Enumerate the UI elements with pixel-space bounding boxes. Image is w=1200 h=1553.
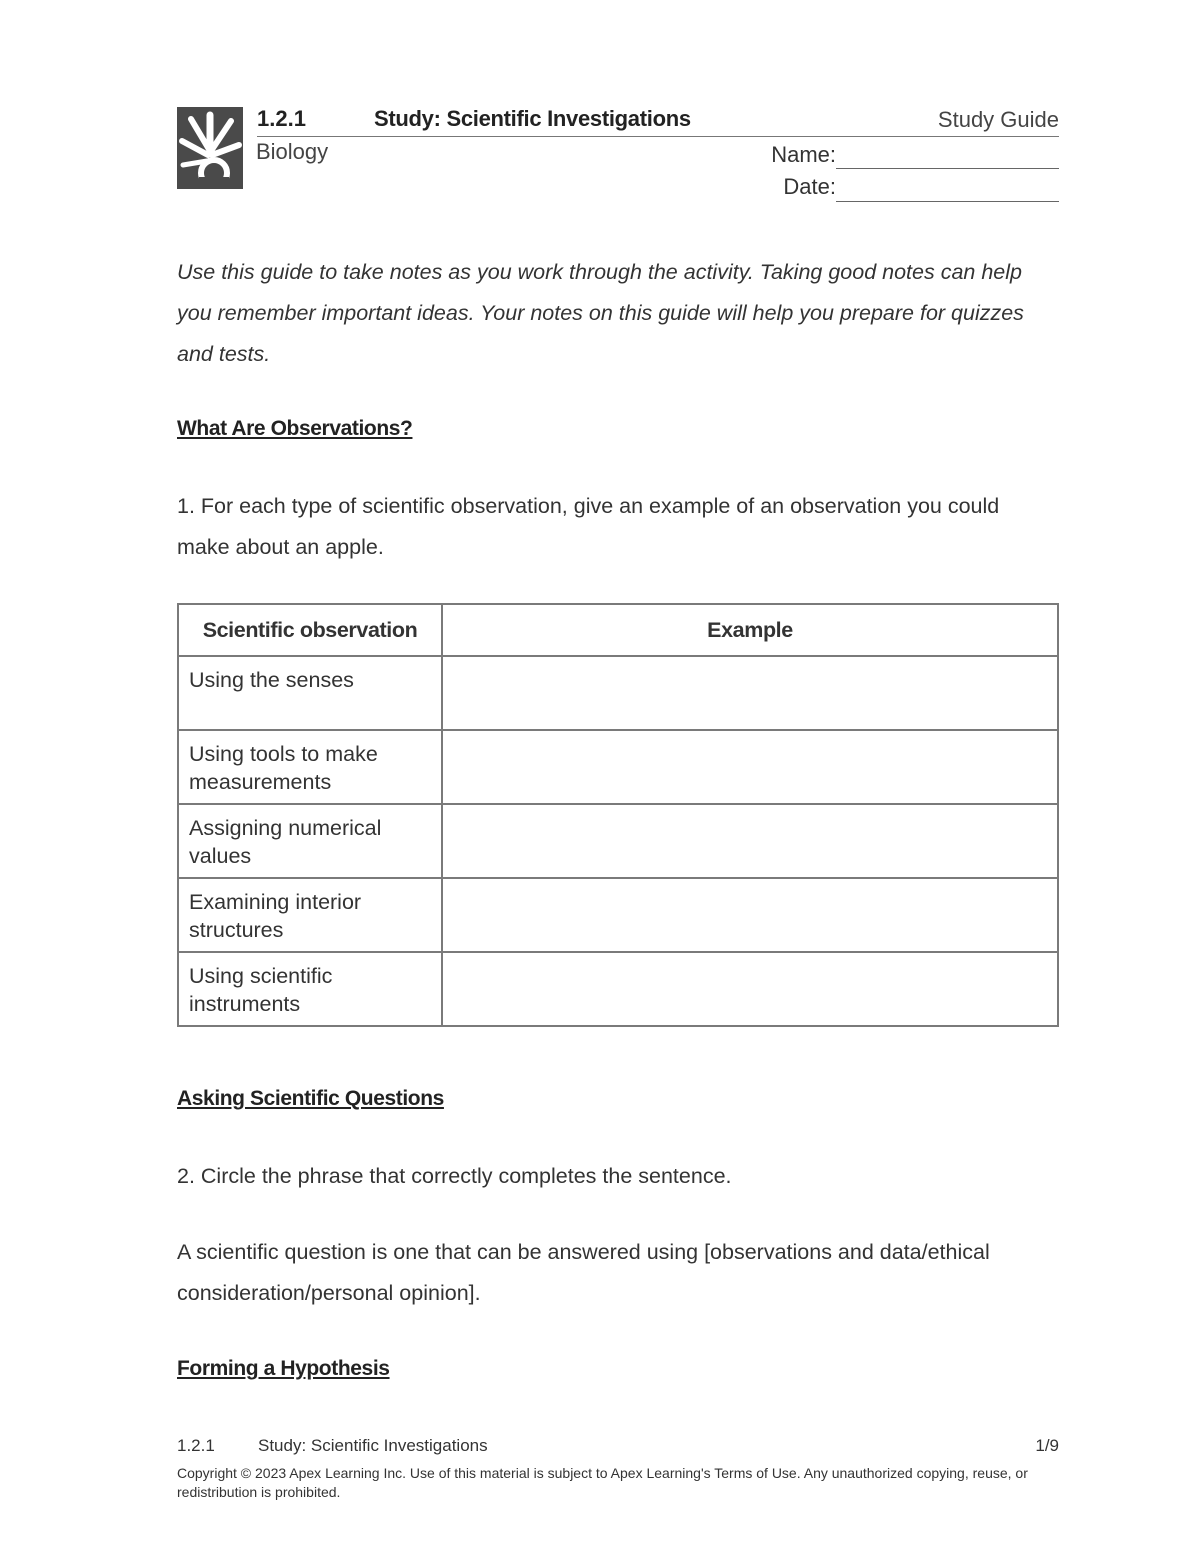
example-answer-cell[interactable] bbox=[442, 952, 1058, 1026]
date-field[interactable] bbox=[836, 201, 1059, 202]
subject-label: Biology bbox=[256, 139, 329, 164]
apex-learning-logo-icon bbox=[177, 107, 243, 189]
section-heading-observations: What Are Observations? bbox=[177, 417, 413, 440]
example-answer-cell[interactable] bbox=[442, 730, 1058, 804]
name-field[interactable] bbox=[836, 168, 1059, 169]
footer-title: Study: Scientific Investigations bbox=[258, 1436, 488, 1455]
table-row bbox=[178, 730, 1058, 804]
page-number: 1/9 bbox=[1035, 1436, 1059, 1455]
table-row bbox=[178, 952, 1058, 1026]
question-2-sentence[interactable]: A scientific question is one that can be answered using [observations and data/ethical consideration/personal opinion]. bbox=[177, 1240, 990, 1305]
name-label: Name: bbox=[771, 142, 836, 167]
table-header-cell: Scientific observation bbox=[178, 604, 442, 656]
example-answer-cell[interactable] bbox=[442, 804, 1058, 878]
footer-lesson-code: 1.2.1 bbox=[177, 1436, 215, 1455]
doc-type: Study Guide bbox=[937, 107, 1059, 132]
observation-cell: Using the senses bbox=[178, 656, 442, 730]
observation-cell: Using tools to make measurements bbox=[178, 730, 442, 804]
example-answer-cell[interactable] bbox=[442, 656, 1058, 730]
copyright-notice: Copyright © 2023 Apex Learning Inc. Use of this material is subject to Apex Learning's Terms of Use. Any unauthorized copying, reuse, or redistribution is prohibited. bbox=[177, 1465, 1028, 1500]
table-header-cell: Example bbox=[442, 604, 1058, 656]
table-row bbox=[178, 804, 1058, 878]
observation-table bbox=[177, 603, 1059, 1027]
observation-cell: Assigning numerical values bbox=[178, 804, 442, 878]
question-1-prompt: 1. For each type of scientific observation, give an example of an observation you could make about an apple. bbox=[177, 494, 1000, 559]
table-row bbox=[178, 878, 1058, 952]
observation-cell: Examining interior structures bbox=[178, 878, 442, 952]
lesson-code: 1.2.1 bbox=[257, 106, 306, 131]
lesson-title: Study: Scientific Investigations bbox=[374, 106, 691, 131]
question-2-prompt: 2. Circle the phrase that correctly completes the sentence. bbox=[177, 1164, 732, 1188]
table-row bbox=[178, 656, 1058, 730]
table-header-row bbox=[178, 604, 1058, 656]
example-answer-cell[interactable] bbox=[442, 878, 1058, 952]
section-heading-hypothesis: Forming a Hypothesis bbox=[177, 1357, 390, 1380]
intro-text: Use this guide to take notes as you work through the activity. Taking good notes can help you remember important ideas. Your notes on this guide will help you prepare for quizzes and tests. bbox=[177, 260, 1024, 366]
date-label: Date: bbox=[783, 174, 836, 199]
observation-cell: Using scientific instruments bbox=[178, 952, 442, 1026]
header-rule bbox=[257, 136, 1059, 137]
section-heading-questions: Asking Scientific Questions bbox=[177, 1087, 444, 1110]
